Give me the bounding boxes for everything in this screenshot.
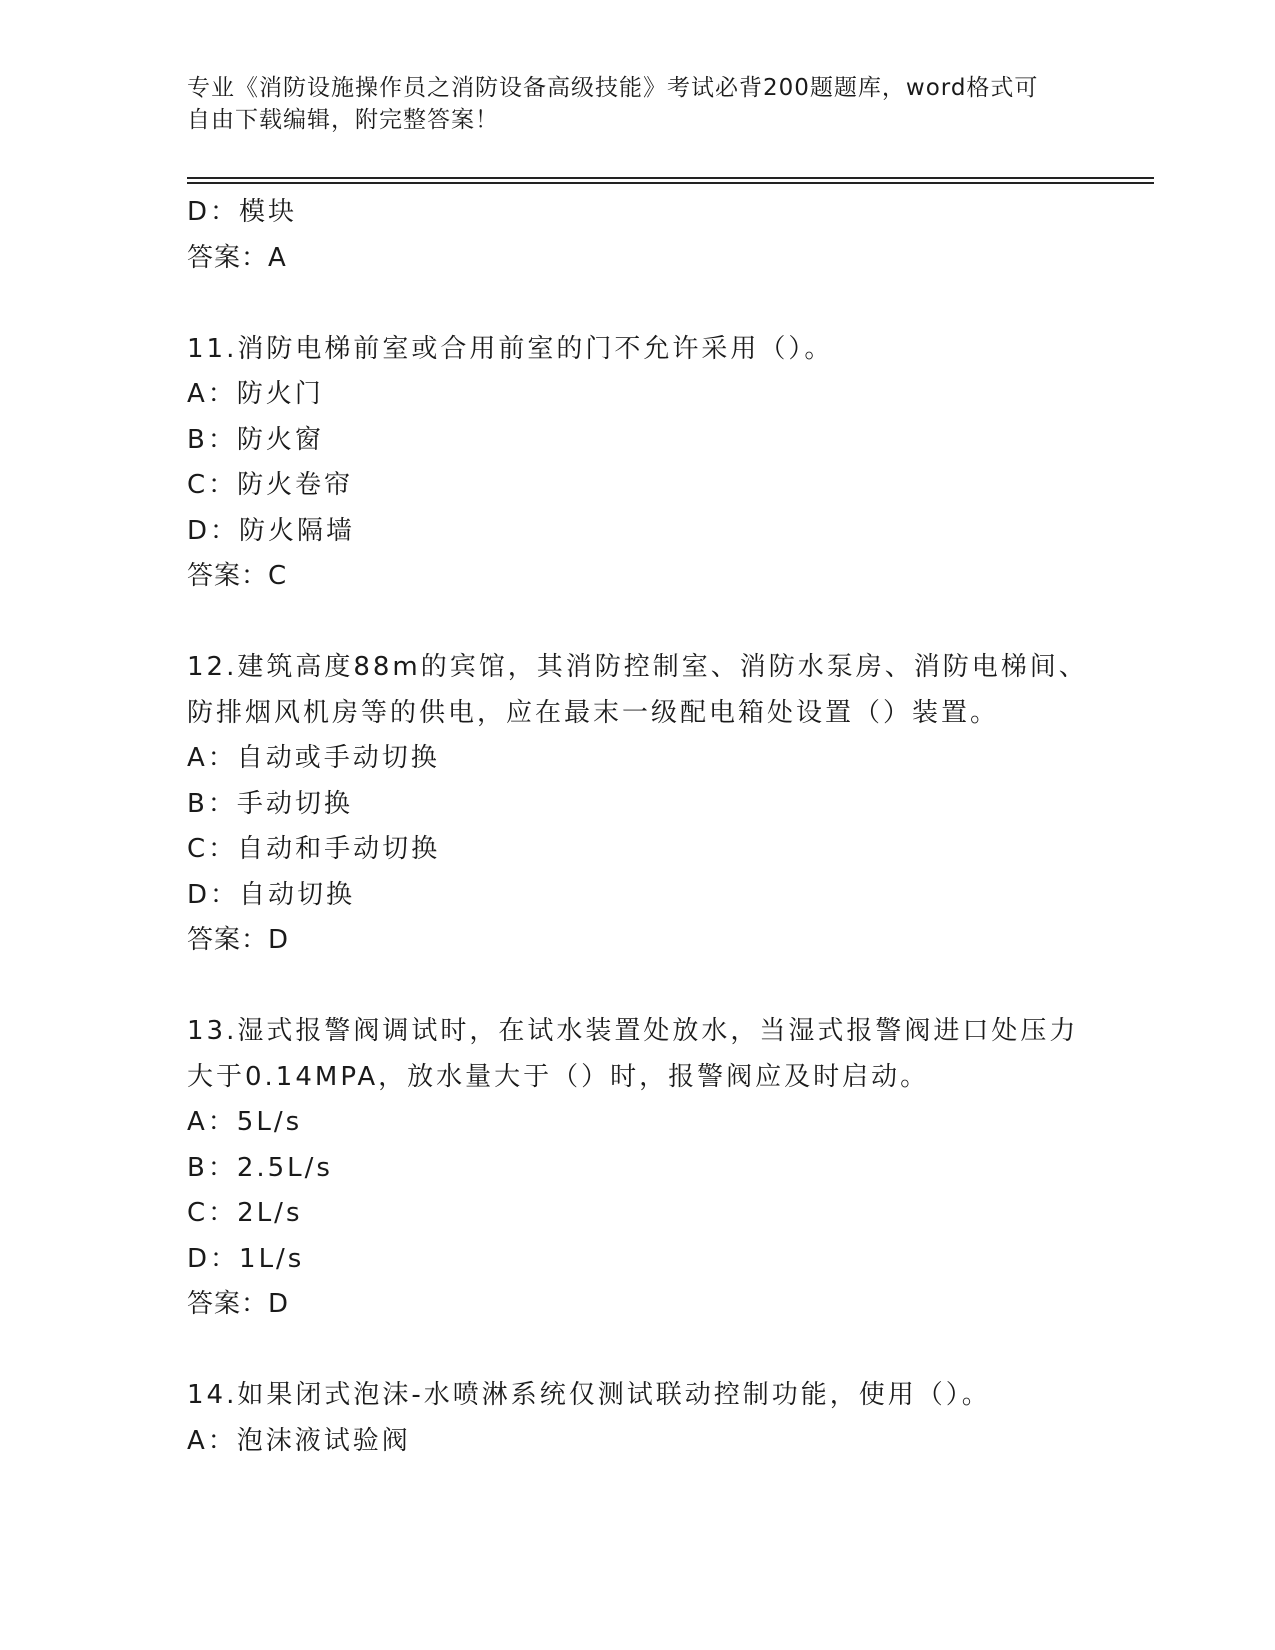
question-stem-line-1: 12.建筑高度88m的宾馆，其消防控制室、消防水泵房、消防电梯间、 (187, 652, 1088, 682)
option-d: D：1L/s (187, 1243, 305, 1274)
question-11 (187, 327, 1087, 600)
question-list (187, 190, 1087, 1464)
answer-line: 答案：A (187, 242, 287, 273)
question-stem: 14.如果闭式泡沫-水喷淋系统仅测试联动控制功能，使用（）。 (187, 1380, 991, 1410)
header-title-line-2: 自由下载编辑，附完整答案！ (187, 107, 499, 133)
question-stem-line-2: 大于0.14MPA，放水量大于（）时，报警阀应及时启动。 (187, 1061, 930, 1092)
option-d: D：防火隔墙 (187, 515, 356, 546)
question-stem-line-2: 防排烟风机房等的供电，应在最末一级配电箱处设置（）装置。 (187, 697, 1000, 728)
option-d: D：自动切换 (187, 879, 356, 910)
header-divider-top (187, 177, 1154, 179)
answer-line: 答案：C (187, 561, 288, 591)
question-13 (187, 1009, 1087, 1328)
answer-line: 答案：D (187, 925, 290, 955)
question-12 (187, 645, 1087, 964)
question-stem: 11.消防电梯前室或合用前室的门不允许采用（）。 (187, 333, 834, 364)
spacer (187, 964, 1087, 1010)
header-divider-bottom (187, 182, 1154, 184)
spacer (187, 1328, 1087, 1374)
option-b: B：2.5L/s (187, 1152, 333, 1183)
option-c: C：防火卷帘 (187, 470, 354, 500)
question-14 (187, 1373, 1087, 1464)
option-a: A：防火门 (187, 379, 324, 409)
spacer (187, 281, 1087, 327)
question-stem-line-1: 13.湿式报警阀调试时，在试水装置处放水，当湿式报警阀进口处压力 (187, 1016, 1079, 1046)
answer-line: 答案：D (187, 1289, 290, 1319)
header-title-line-1: 专业《消防设施操作员之消防设备高级技能》考试必背200题题库，word格式可 (187, 75, 1039, 101)
document-header (187, 72, 1077, 136)
option-a: A：泡沫液试验阀 (187, 1425, 411, 1456)
option-a: A：5L/s (187, 1107, 303, 1137)
option-b: B：手动切换 (187, 788, 353, 819)
option-c: C：2L/s (187, 1198, 303, 1228)
option-b: B：防火窗 (187, 424, 324, 455)
option-a: A：自动或手动切换 (187, 743, 440, 773)
option-c: C：自动和手动切换 (187, 834, 441, 864)
spacer (187, 600, 1087, 646)
option-d: D：模块 (187, 197, 298, 227)
